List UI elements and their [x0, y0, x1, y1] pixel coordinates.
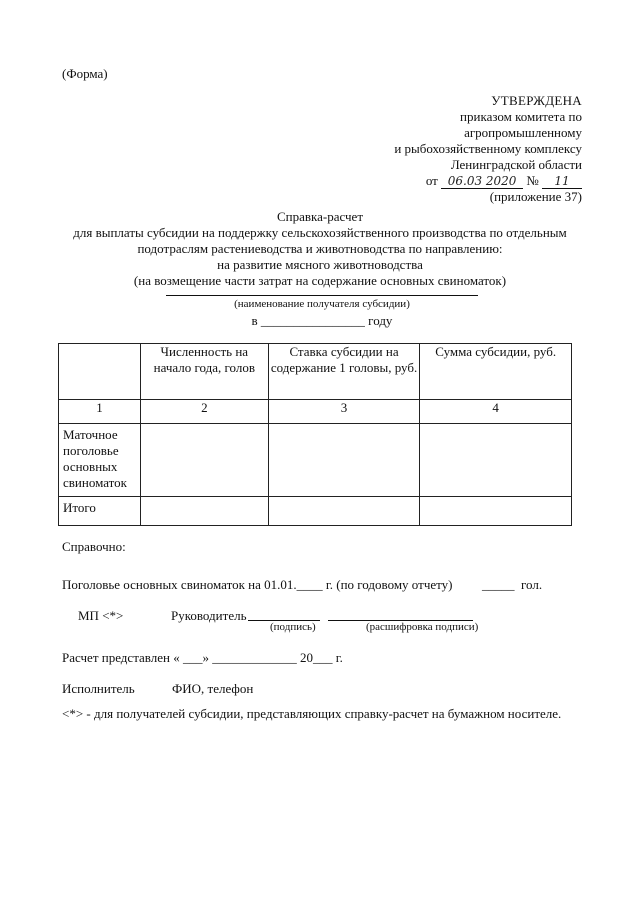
- approval-title: УТВЕРЖДЕНА: [491, 93, 582, 108]
- heading-line: на развитие мясного животноводства: [217, 257, 423, 272]
- approval-date-row: [394, 173, 582, 189]
- table-cell[interactable]: [140, 424, 268, 497]
- heading-line: подотраслям растениеводства и животноводства по направлению:: [137, 241, 503, 256]
- heading-line: для выплаты субсидии на поддержку сельскохозяйственного производства по отдельным: [73, 225, 567, 240]
- appendix-label: (приложение 37): [489, 189, 582, 204]
- year-line: в ________________ году: [251, 313, 393, 328]
- subsidy-table: [58, 343, 572, 526]
- approval-line: агропромышленному: [464, 125, 582, 140]
- table-header-cell: Ставка субсидии на содержание 1 головы, руб.: [268, 344, 420, 400]
- approval-number: 11: [542, 175, 582, 189]
- form-label: (Форма): [62, 66, 108, 81]
- table-cell[interactable]: [268, 424, 420, 497]
- reference-label: Справочно:: [62, 539, 126, 554]
- approval-line: и рыбохозяйственному комплексу: [394, 141, 582, 156]
- approval-block: [394, 93, 582, 205]
- reference-blank: _____: [482, 577, 515, 592]
- executor-value: ФИО, телефон: [172, 681, 254, 696]
- row-label: Итого: [59, 497, 141, 526]
- table-header-row: [59, 344, 572, 400]
- column-number: 3: [268, 400, 420, 424]
- head-label: Руководитель: [171, 608, 247, 623]
- reference-unit: гол.: [521, 577, 543, 592]
- decode-caption: (расшифровка подписи): [366, 621, 479, 633]
- date-prefix: от: [425, 173, 438, 188]
- table-row: [59, 424, 572, 497]
- signature-caption: (подпись): [270, 621, 316, 633]
- table-header-cell: Численность на начало года, голов: [140, 344, 268, 400]
- stamp-label: МП <*>: [78, 608, 124, 623]
- table-cell[interactable]: [420, 497, 572, 526]
- column-number: 1: [59, 400, 141, 424]
- executor-label: Исполнитель: [62, 681, 135, 696]
- footnote: <*> - для получателей субсидии, представляющих справку-расчет на бумажном носителе.: [62, 706, 562, 721]
- table-header-cell: [59, 344, 141, 400]
- number-prefix: №: [526, 173, 539, 188]
- submitted-line: Расчет представлен « ___» _____________ 20___ г.: [62, 650, 343, 665]
- reference-text: Поголовье основных свиноматок на 01.01.____ г. (по годовому отчету): [62, 577, 453, 592]
- reference-count: [482, 577, 542, 593]
- approval-date: 06.03 2020: [441, 175, 523, 189]
- recipient-name-line[interactable]: [166, 295, 478, 296]
- document-heading: [40, 209, 600, 289]
- table-cell[interactable]: [140, 497, 268, 526]
- table-number-row: [59, 400, 572, 424]
- column-number: 2: [140, 400, 268, 424]
- table-cell[interactable]: [268, 497, 420, 526]
- recipient-caption: (наименование получателя субсидии): [234, 298, 410, 310]
- approval-line: приказом комитета по: [460, 109, 582, 124]
- table-cell[interactable]: [420, 424, 572, 497]
- table-header-cell: Сумма субсидии, руб.: [420, 344, 572, 400]
- approval-line: Ленинградской области: [450, 157, 582, 172]
- reference-line: [62, 577, 452, 593]
- column-number: 4: [420, 400, 572, 424]
- row-label: Маточное поголовье основных свиноматок: [59, 424, 141, 497]
- heading-title: Справка-расчет: [276, 209, 364, 224]
- table-row: [59, 497, 572, 526]
- heading-line: (на возмещение части затрат на содержание основных свиноматок): [133, 273, 507, 288]
